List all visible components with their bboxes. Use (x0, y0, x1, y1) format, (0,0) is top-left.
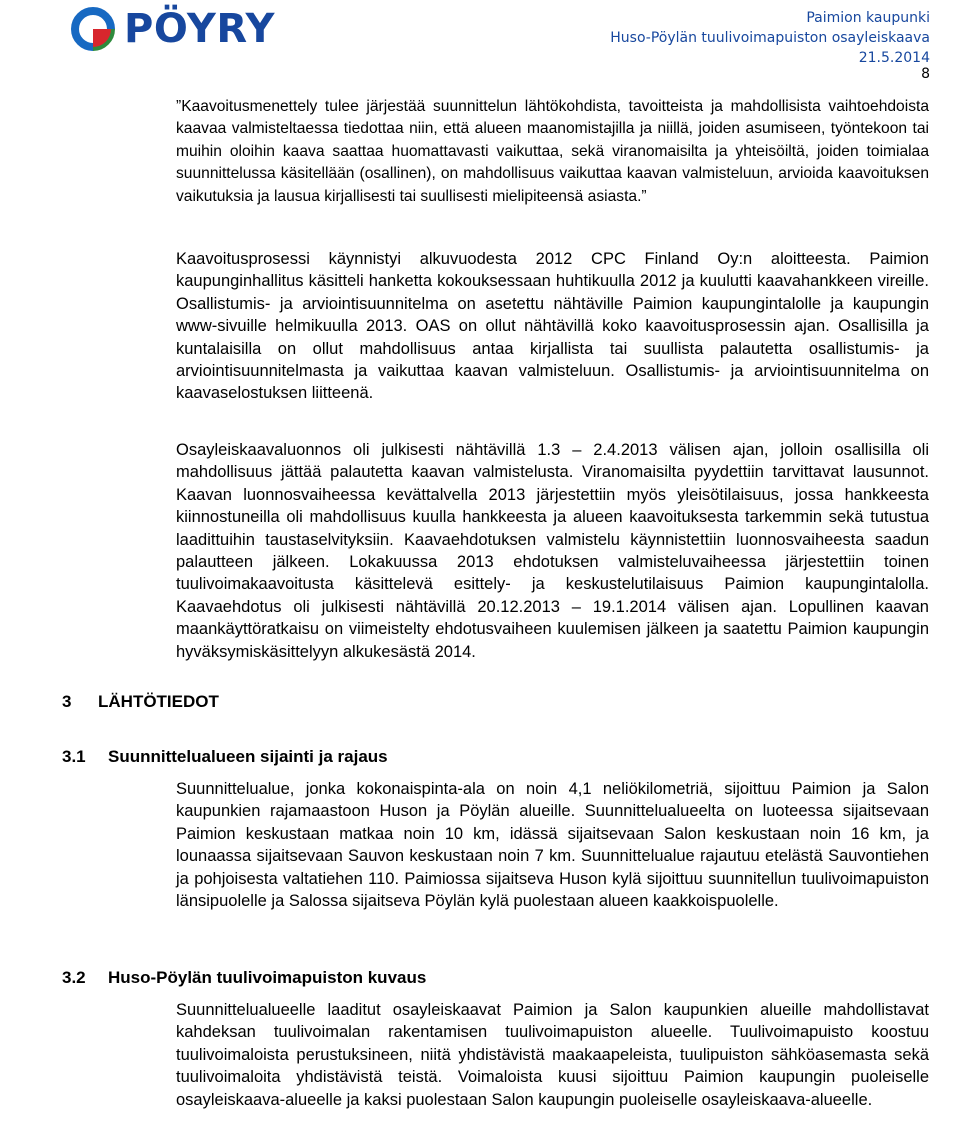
header-project: Huso-Pöylän tuulivoimapuiston osayleiskaava (610, 30, 930, 46)
section-title: LÄHTÖTIEDOT (98, 692, 219, 711)
quote-paragraph: ”Kaavoitusmenettely tulee järjestää suunnittelun lähtökohdista, tavoitteista ja mahdollisista vaihtoehdoista kaavaa valmisteltaessa tiedottaa niin, että alueen maanomistajilla ja niillä, joiden asumiseen, työntekoon tai muihin oloihin kaava saattaa huomattavasti vaikuttaa, sekä viranomaisilta ja yhteisöiltä, joiden toimialaa suunnittelussa käsitellään (osallinen), on mahdollisuus vaikuttaa kaavan valmisteluun, arvioida kaavoituksen vaikutuksia ja lausua kirjallisesti tai suullisesti mielipiteensä asiasta.” (176, 98, 929, 205)
poyry-logo-icon (70, 6, 116, 52)
draft-paragraph: Osayleiskaavaluonnos oli julkisesti nähtävillä 1.3 – 2.4.2013 välisen ajan, jolloin osallisilla oli mahdollisuus jättää palautetta kaavan valmistelusta. Viranomaisilta pyydettiin tarvittavat lausunnot. Kaavan luonnosvaiheessa kevättalvella 2013 järjestettiin myös yleisötilaisuus, jossa hankkeesta kiinnostuneilla oli mahdollisuus kuulla hankkeesta ja alueen kaavoituksesta tarkemmin sekä tutustua laadittuihin taustaselvityksiin. Kaavaehdotuksen valmistelu käynnistettiin luonnosvaiheesta saadun palautteen jälkeen. Lokakuussa 2013 ehdotuksen valmisteluvaiheessa järjestettiin toinen tuulivoimakaavoitusta käsittelevä esittely- ja keskustelutilaisuus Paimion kaupungintalolla. Kaavaehdotus oli julkisesti nähtävillä 20.12.2013 – 19.1.2014 välisen ajan. Lopullinen kaavan maankäyttöratkaisu on viimeistelty ehdotusvaiheen kuulemisen jälkeen ja saatettu Paimion kaupungin hyväksymiskäsittelyyn alkukesästä 2014. (176, 441, 929, 661)
section-number: 3.2 (62, 968, 86, 987)
logo-wordmark: PÖYRY (124, 6, 275, 52)
section-heading-3-1 (62, 747, 388, 767)
page-header (610, 8, 930, 68)
section-number: 3 (62, 692, 72, 711)
section-heading-3-2 (62, 968, 426, 988)
section-heading-3 (62, 692, 219, 712)
header-date: 21.5.2014 (858, 50, 930, 66)
header-client: Paimion kaupunki (806, 10, 930, 26)
section-title: Huso-Pöylän tuulivoimapuiston kuvaus (108, 968, 427, 987)
poyry-logo (70, 6, 275, 52)
description-paragraph: Suunnittelualueelle laaditut osayleiskaavat Paimion ja Salon kaupunkien alueille mahdollistavat kahdeksan tuulivoimalan rakentamisen tuulivoimapuiston alueelle. Tuulivoimapuisto koostuu tuulivoimaloista perustuksineen, niitä yhdistävistä maakaapeleista, tuulipuiston sähköasemasta sekä tuulivoimaloita yhdistävistä teistä. Voimaloista kuusi sijoittuu Paimion kaupungin puoleiselle osayleiskaava-alueelle ja kaksi puolestaan Salon kaupungin puoleiselle osayleiskaava-alueelle. (176, 1001, 929, 1109)
page-number: 8 (921, 66, 930, 82)
process-paragraph: Kaavoitusprosessi käynnistyi alkuvuodesta 2012 CPC Finland Oy:n aloitteesta. Paimion kaupunginhallitus käsitteli hanketta kokouksessaan huhtikuulla 2012 ja kuulutti kaavahankkeen vireille. Osallistumis- ja arviointisuunnitelma on asetettu nähtäville Paimion kaupungintalolle ja kaupungin www-sivuille helmikuulla 2013. OAS on ollut nähtävillä koko kaavoitusprosessin ajan. Osallisilla ja kuntalaisilla on ollut mahdollisuus antaa kirjallista tai suullista palautetta osallistumis- ja arviointisuunnitelmasta ja vaikuttaa kaavan valmisteluun. Osallistumis- ja arviointisuunnitelma on kaavaselostuksen liitteenä. (176, 250, 929, 403)
location-paragraph: Suunnittelualue, jonka kokonaispinta-ala on noin 4,1 neliökilometriä, sijoittuu Paimion ja Salon kaupunkien rajamaastoon Huson ja Pöylän alueille. Suunnittelualueelta on luoteessa sijaitsevaan Paimion keskustaan matkaa noin 10 km, idässä sijaitsevaan Salon keskustaan noin 16 km, ja lounaassa sijaitsevaan Sauvon keskustaan noin 7 km. Suunnittelualue rajautuu etelästä Sauvontiehen ja pohjoisesta valtatiehen 110. Paimiossa sijaitseva Huson kylä sijoittuu suunnitellun tuulivoimapuiston länsipuolelle ja Salossa sijaitseva Pöylän kylä puolestaan alueen kaakkoispuolelle. (176, 780, 929, 911)
section-title: Suunnittelualueen sijainti ja rajaus (108, 747, 388, 766)
section-number: 3.1 (62, 747, 86, 766)
